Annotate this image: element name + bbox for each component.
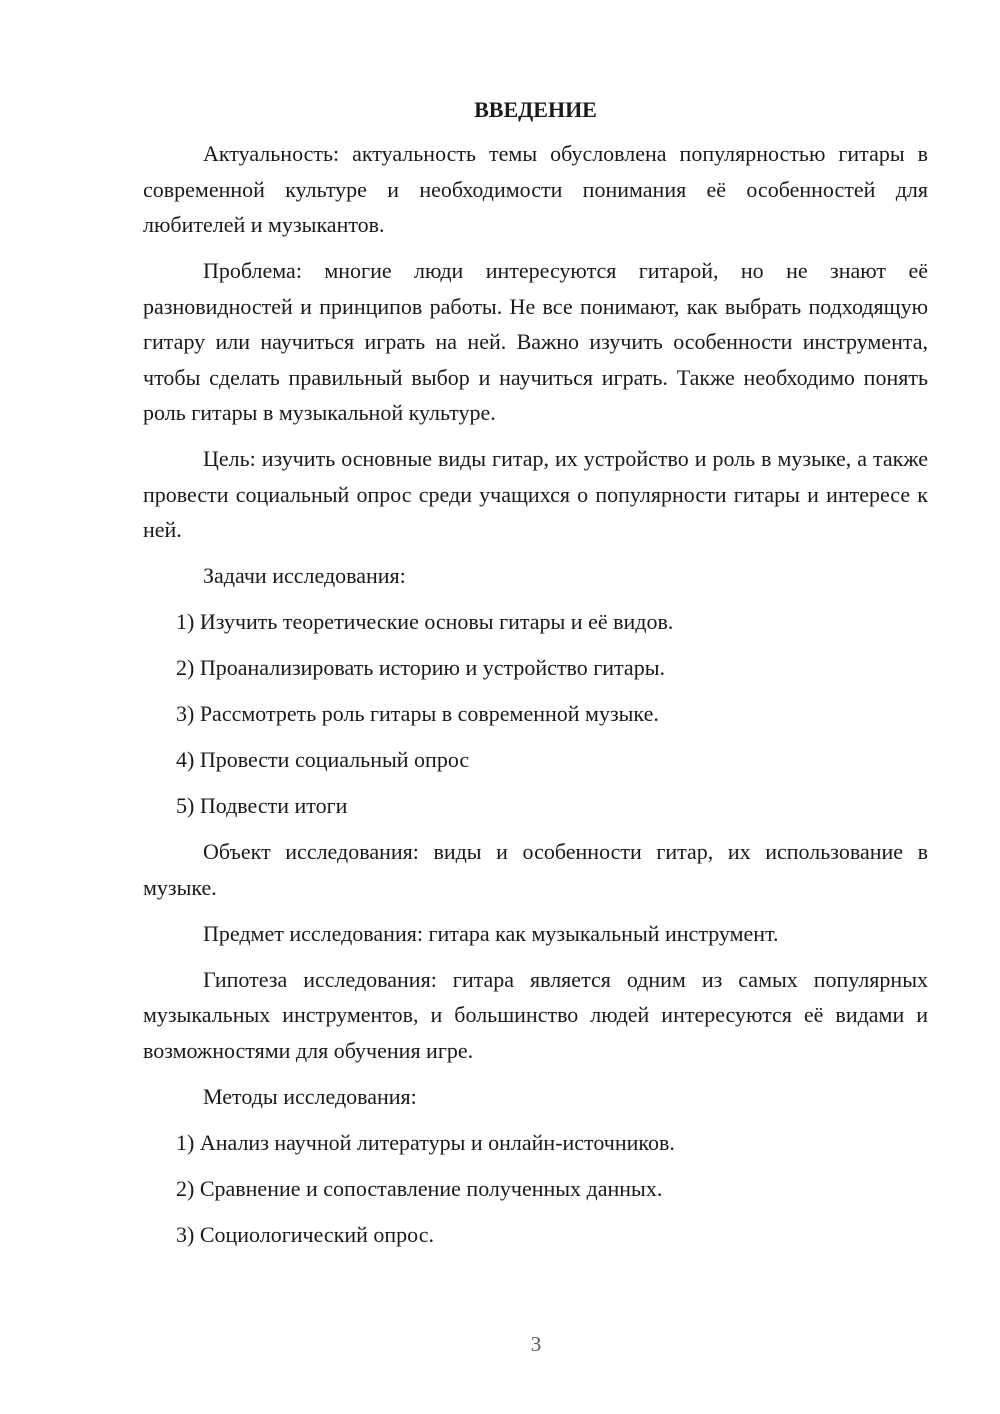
paragraph-subject: Предмет исследования: гитара как музыкальный инструмент. — [203, 920, 779, 946]
list-item: 1) Анализ научной литературы и онлайн-источников. — [176, 1129, 675, 1155]
list-item: 5) Подвести итоги — [176, 793, 348, 818]
paragraph-hypothesis: Гипотеза исследования: гитара является одним из самых популярных музыкальных инструментов, и большинство людей интересуются её видами и возможностями для обучения игре. — [143, 966, 928, 1063]
list-item: 4) Провести социальный опрос — [176, 747, 470, 772]
list-item: 2) Проанализировать историю и устройство гитары. — [176, 655, 665, 680]
paragraph-relevance: Актуальность: актуальность темы обусловлена популярностью гитары в современной культуре и необходимости понимания её особенностей для любителей и музыкантов. — [143, 141, 928, 237]
list-item: 3) Рассмотреть роль гитары в современной музыке. — [176, 701, 659, 726]
paragraph-problem: Проблема: многие люди интересуются гитарой, но не знают её разновидностей и принципов работы. Не все понимают, как выбрать подходящую гитару или научиться играть на ней. Важно изучить особенности инструмента, чтобы сделать правильный выбор и научиться играть. Также необходимо понять роль гитары в музыкальной культуре. — [143, 258, 928, 425]
methods-heading: Методы исследования: — [203, 1083, 417, 1109]
tasks-list — [143, 604, 928, 824]
paragraph-goal: Цель: изучить основные виды гитар, их устройство и роль в музыке, а также провести социальный опрос среди учащихся о популярности гитары и интересе к ней. — [143, 446, 928, 542]
page-content — [143, 92, 928, 1263]
list-item: 3) Социологический опрос. — [176, 1221, 434, 1247]
page-number: 3 — [530, 1332, 542, 1356]
tasks-heading: Задачи исследования: — [203, 563, 406, 588]
section-title: ВВЕДЕНИЕ — [474, 97, 597, 122]
list-item: 2) Сравнение и сопоставление полученных данных. — [176, 1175, 663, 1201]
paragraph-object: Объект исследования: виды и особенности гитар, их использование в музыке. — [143, 839, 928, 900]
methods-list — [143, 1125, 928, 1253]
list-item: 1) Изучить теоретические основы гитары и её видов. — [176, 609, 674, 634]
